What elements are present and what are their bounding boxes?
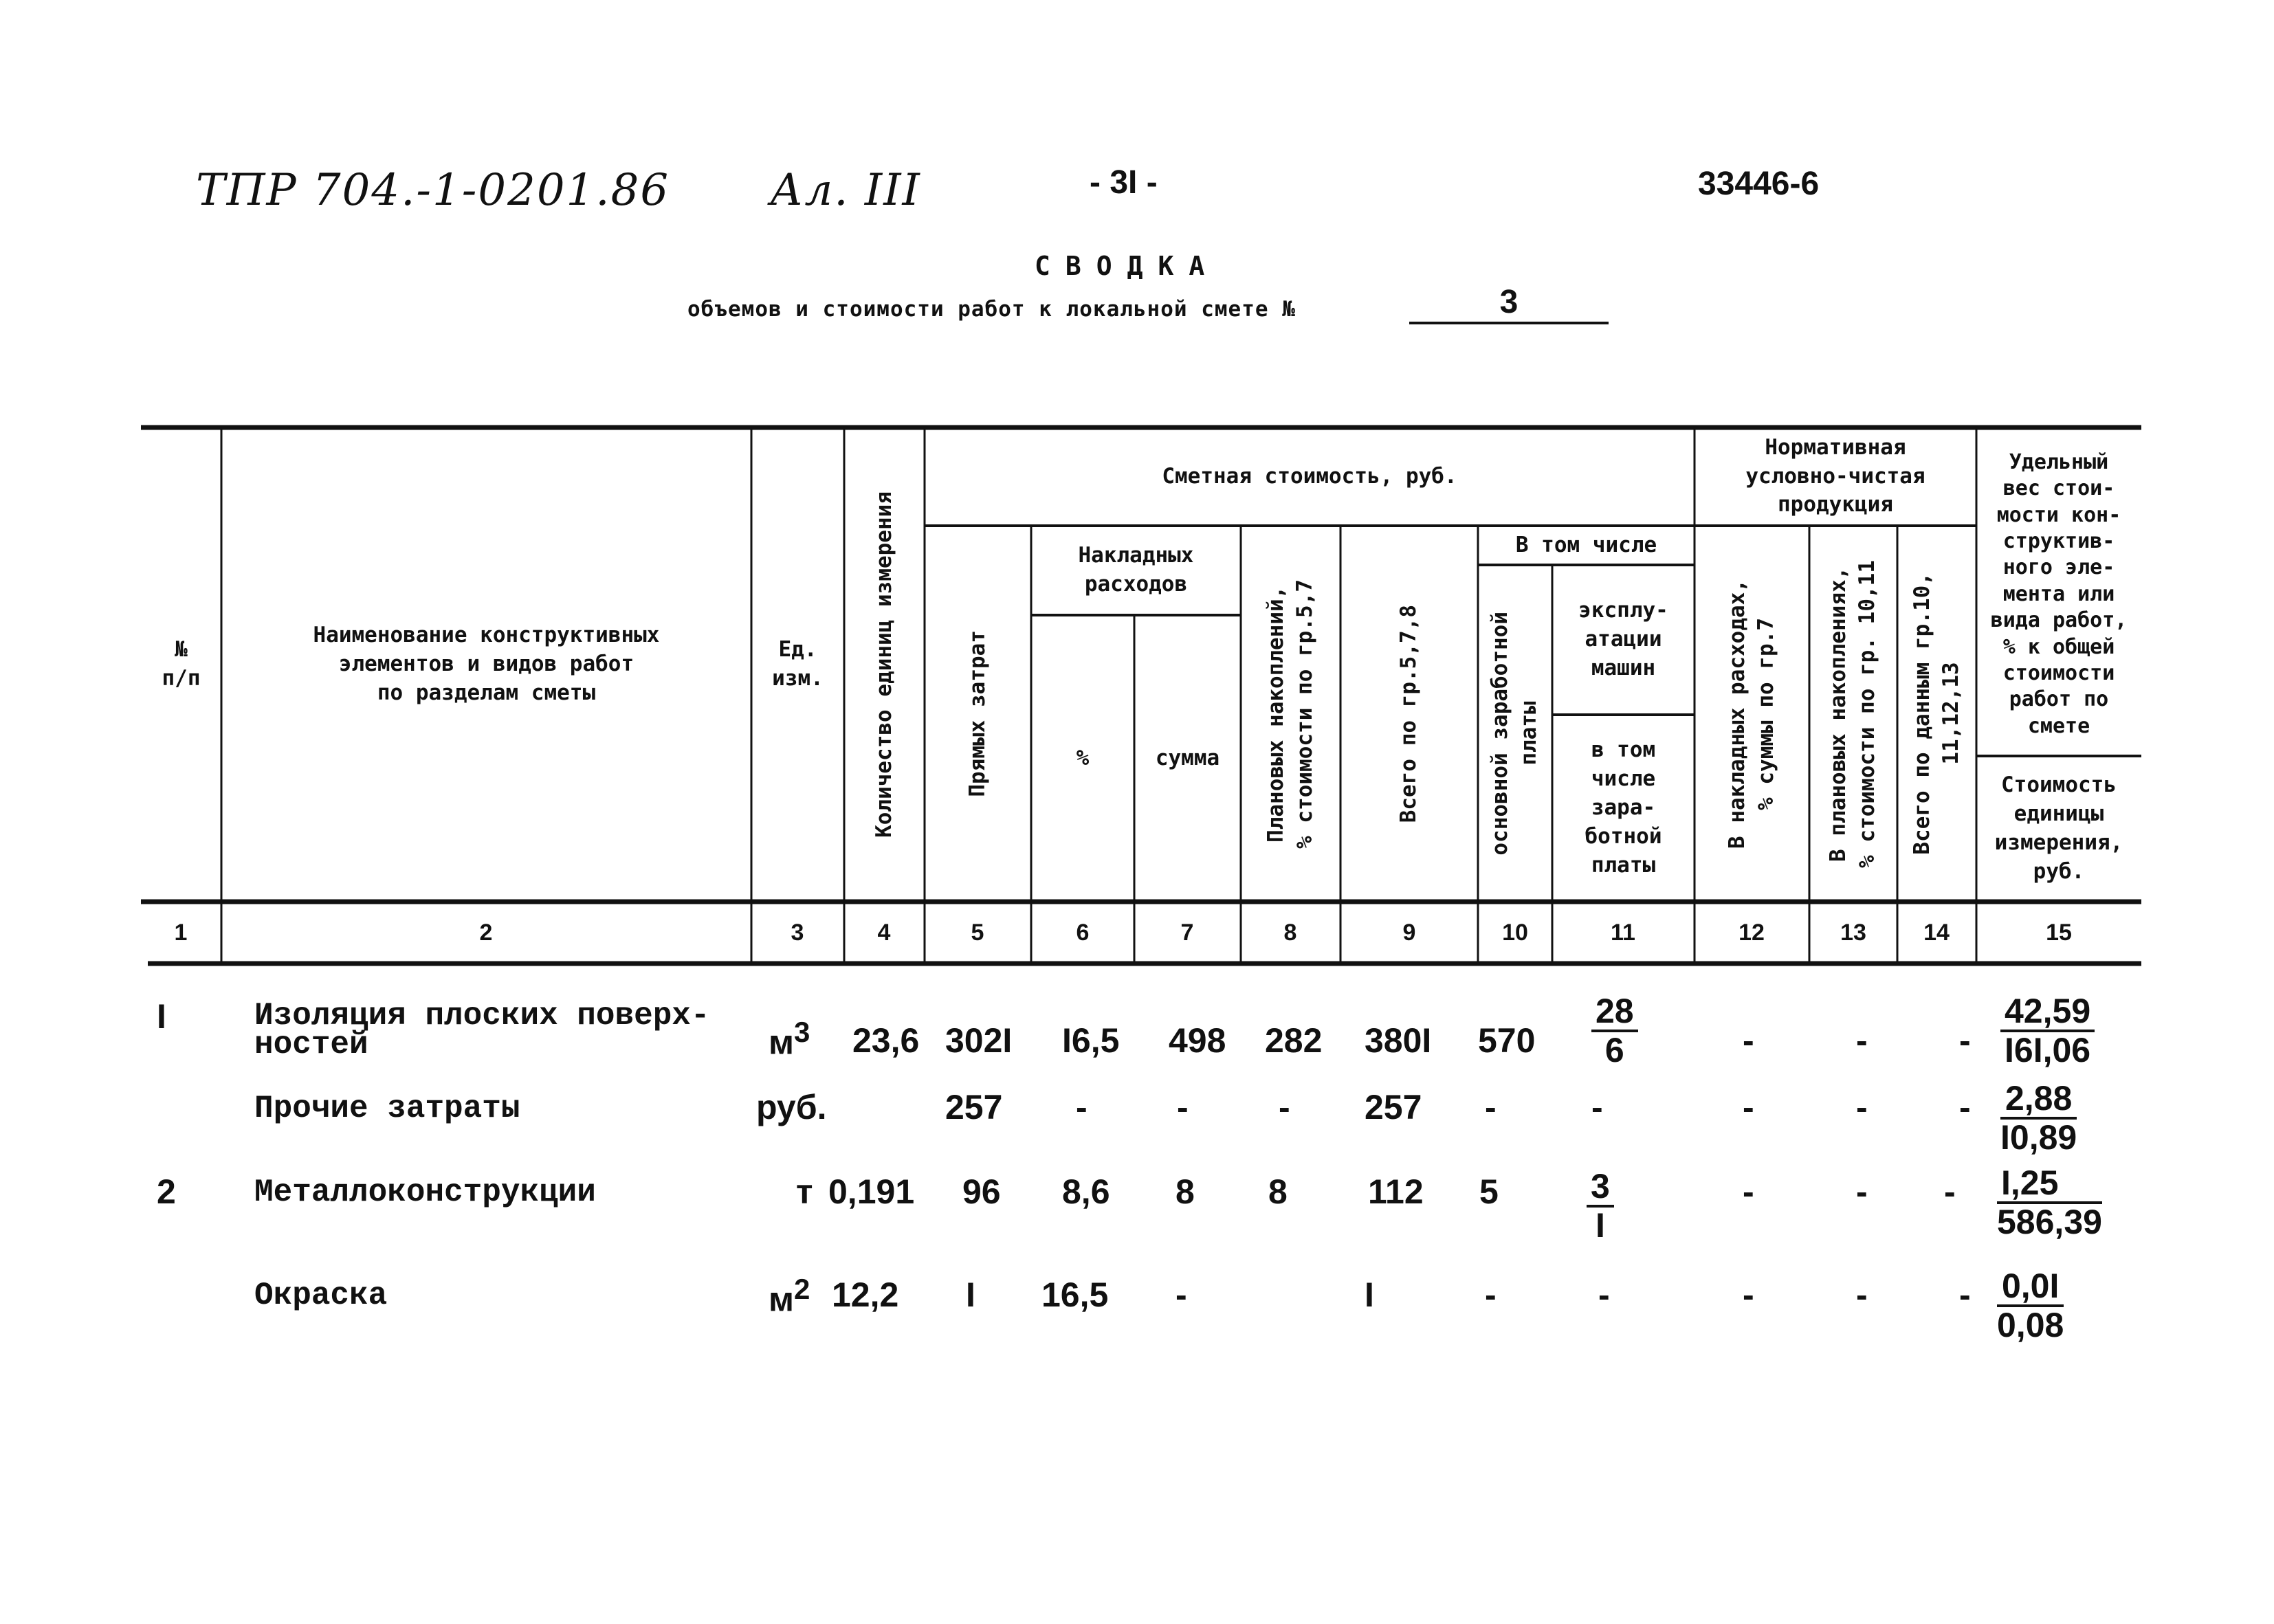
overhead-sum: -: [1175, 1276, 1187, 1314]
in-overhead: -: [1743, 1088, 1754, 1126]
column-number: 3: [791, 920, 804, 946]
machine-operation: $\frac{28}{6}$: [1591, 993, 1638, 1068]
column-number: 14: [1923, 920, 1950, 946]
share-unit-cost: $\frac{I,25}{586,39}$: [1997, 1164, 2102, 1241]
estimate-number: 3: [1409, 283, 1609, 324]
column-number: 13: [1840, 920, 1866, 946]
column-number: 15: [2046, 920, 2072, 946]
total-normative: -: [1959, 1276, 1971, 1314]
planned-savings: 8: [1268, 1172, 1288, 1211]
base-wages: -: [1485, 1088, 1497, 1126]
column-number: 1: [174, 920, 188, 946]
header-including: В том числе: [1515, 532, 1657, 557]
header-total: Всего по гр.5,7,8: [1396, 604, 1422, 823]
page-number: - 3I -: [1090, 164, 1158, 201]
header-planned-savings: Плановых накоплений, % стоимости по гр.5,7: [1263, 579, 1317, 849]
item-name: Изоляция плоских поверх-: [254, 998, 710, 1034]
row-number: 2: [157, 1172, 176, 1211]
unit: $м^2$: [769, 1273, 810, 1319]
unit: т: [796, 1172, 813, 1211]
direct-costs: 302I: [945, 1021, 1013, 1060]
in-overhead: -: [1743, 1172, 1754, 1211]
document-code: ТПР 704.-1-0201.86: [196, 165, 670, 216]
overhead-sum: -: [1177, 1088, 1189, 1126]
in-planned: -: [1856, 1276, 1868, 1314]
header-share: Удельный вес стои- мости кон- структив- ного эле- мента или вида работ, % к общей стоимости работ по смете: [1990, 449, 2128, 738]
overhead-percent: 16,5: [1041, 1276, 1109, 1314]
sheet-number: 33446-6: [1698, 166, 1820, 202]
in-overhead: -: [1743, 1276, 1754, 1314]
overhead-percent: -: [1076, 1088, 1088, 1126]
column-number: 5: [971, 920, 984, 946]
header-machine-operation: эксплу- атации машин: [1578, 598, 1668, 680]
header-direct-costs: Прямых затрат: [964, 630, 990, 797]
column-number: 10: [1502, 920, 1528, 946]
header-base-wages: основной заработной платы: [1488, 611, 1541, 856]
item-name: Прочие затраты: [254, 1091, 520, 1126]
in-planned: -: [1856, 1021, 1868, 1060]
column-number: 12: [1738, 920, 1765, 946]
machine-operation: $\frac{3}{I}$: [1587, 1168, 1614, 1243]
unit: руб.: [756, 1088, 827, 1126]
share-unit-cost: $\frac{0,0I}{0,08}$: [1997, 1267, 2064, 1344]
header-in-planned: В плановых накоплениях, % стоимости по гр. 10,11: [1826, 559, 1879, 868]
item-name: Окраска: [254, 1278, 388, 1313]
column-number: 11: [1611, 920, 1635, 946]
header-item-name: Наименование конструктивных элементов и видов работ по разделам сметы: [313, 623, 660, 705]
page-subtitle: объемов и стоимости работ к локальной смете №: [687, 297, 1296, 322]
page-title: СВОДКА: [1035, 251, 1220, 281]
header-overhead-percent: %: [1076, 745, 1090, 770]
overhead-percent: 8,6: [1062, 1172, 1110, 1211]
overhead-sum: 8: [1175, 1172, 1195, 1211]
total: 257: [1365, 1088, 1422, 1126]
header-unit: Ед. изм.: [772, 637, 824, 691]
header-estimated-cost: Сметная стоимость, руб.: [1162, 463, 1457, 489]
total-normative: -: [1959, 1021, 1971, 1060]
item-name-continued: ностей: [254, 1027, 368, 1063]
quantity: 0,191: [828, 1172, 915, 1211]
share-unit-cost: $\frac{2,88}{I0,89}$: [2000, 1079, 2077, 1157]
quantity: 23,6: [852, 1021, 920, 1060]
machine-operation: -: [1591, 1088, 1603, 1126]
header-normative-production: Нормативная условно-чистая продукция: [1745, 434, 1925, 518]
header-quantity: Количество единиц измерения: [871, 491, 896, 838]
direct-costs: 96: [962, 1172, 1001, 1211]
planned-savings: -: [1279, 1088, 1290, 1126]
overhead-sum: 498: [1169, 1021, 1226, 1060]
column-number: 7: [1180, 920, 1194, 946]
total: 112: [1368, 1172, 1424, 1211]
column-number: 2: [479, 920, 493, 946]
base-wages: 570: [1478, 1021, 1536, 1060]
direct-costs: 257: [945, 1088, 1003, 1126]
header-overhead-sum: сумма: [1155, 745, 1220, 770]
header-row-number: № п/п: [162, 637, 201, 691]
in-planned: -: [1856, 1088, 1868, 1126]
header-machine-wages: в том числе зара- ботной платы: [1585, 737, 1662, 878]
overhead-percent: I6,5: [1062, 1021, 1120, 1060]
machine-operation: -: [1598, 1276, 1610, 1314]
base-wages: 5: [1479, 1172, 1499, 1211]
planned-savings: 282: [1265, 1021, 1323, 1060]
header-total-normative: Всего по данным гр.10, 11,12,13: [1909, 572, 1963, 855]
header-in-overhead: В накладных расходах, % суммы по гр.7: [1724, 579, 1778, 849]
row-number: I: [157, 997, 166, 1036]
base-wages: -: [1485, 1276, 1497, 1314]
header-overhead: Накладных расходов: [1078, 543, 1194, 597]
column-number: 9: [1402, 920, 1416, 946]
column-number: 8: [1283, 920, 1297, 946]
quantity: 12,2: [832, 1276, 899, 1314]
share-unit-cost: $\frac{42,59}{I6I,06}$: [2000, 993, 2095, 1068]
album-number: Ал. III: [770, 165, 921, 216]
total-normative: -: [1959, 1088, 1971, 1126]
direct-costs: I: [966, 1276, 975, 1314]
in-planned: -: [1856, 1172, 1868, 1211]
column-number: 6: [1076, 920, 1090, 946]
total-normative: -: [1944, 1172, 1956, 1211]
column-number: 4: [877, 920, 891, 946]
item-name: Металлоконструкции: [254, 1175, 596, 1210]
header-unit-cost: Стоимость единицы измерения, руб.: [1994, 772, 2123, 884]
unit: $м^3$: [769, 1016, 810, 1062]
in-overhead: -: [1743, 1021, 1754, 1060]
total: 380I: [1365, 1021, 1432, 1060]
total: I: [1365, 1276, 1374, 1314]
